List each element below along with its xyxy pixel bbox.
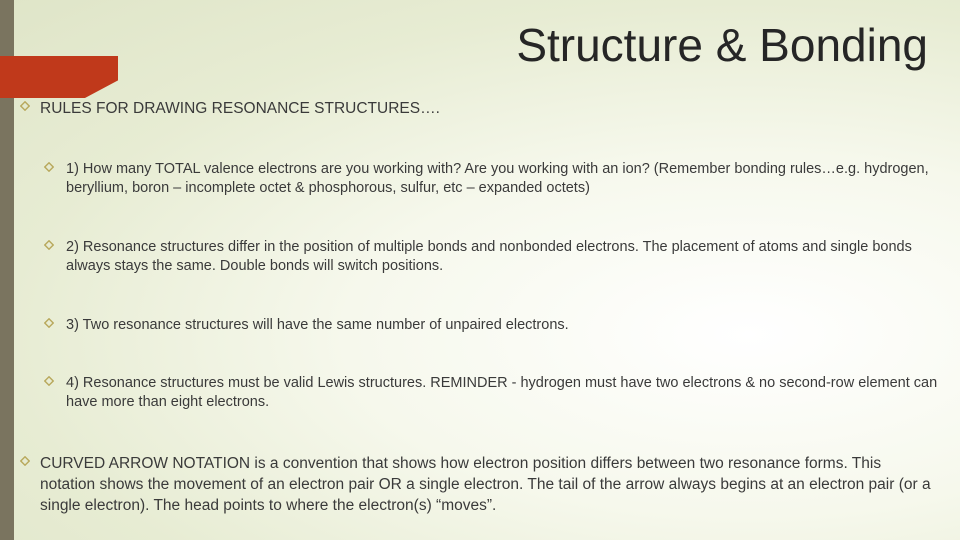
- diamond-bullet-icon: [44, 240, 66, 250]
- bullet-text: 1) How many TOTAL valence electrons are you working with? Are you working with an ion? (Remember bonding rules…e.g. hydrogen, beryllium, boron – incomplete octet & phosphorous, sulfur, etc – expanded octets): [66, 161, 929, 196]
- slide-title: Structure & Bonding: [516, 19, 928, 71]
- bullet-curved-arrow: [20, 453, 938, 516]
- diamond-bullet-icon: [44, 318, 66, 328]
- bullet-text: 2) Resonance structures differ in the position of multiple bonds and nonbonded electrons. The placement of atoms and single bonds always stays the same. Double bonds will switch positions.: [66, 239, 912, 274]
- bullet-text: RULES FOR DRAWING RESONANCE STRUCTURES….: [40, 100, 440, 117]
- bullet-rule-3: [44, 316, 924, 335]
- bullet-rule-4: [44, 374, 950, 412]
- bullet-rule-1: [44, 160, 956, 198]
- diamond-bullet-icon: [20, 456, 40, 466]
- bullet-text: CURVED ARROW NOTATION is a convention that shows how electron position differs between two resonance forms. This notation shows the movement of an electron pair OR a single electron. The tail of the arrow always begins at an electron pair (or a single electron). The head points to where the electron(s) “moves”.: [40, 455, 931, 514]
- diamond-bullet-icon: [44, 376, 66, 386]
- accent-tab: [0, 56, 118, 98]
- diamond-bullet-icon: [20, 101, 40, 111]
- bullet-rules-heading: [20, 98, 940, 119]
- bullet-rule-2: [44, 238, 924, 276]
- bullet-text: 3) Two resonance structures will have the same number of unpaired electrons.: [66, 317, 569, 333]
- bullet-text: 4) Resonance structures must be valid Lewis structures. REMINDER - hydrogen must have two electrons & no second-row element can have more than eight electrons.: [66, 375, 938, 410]
- diamond-bullet-icon: [44, 162, 66, 172]
